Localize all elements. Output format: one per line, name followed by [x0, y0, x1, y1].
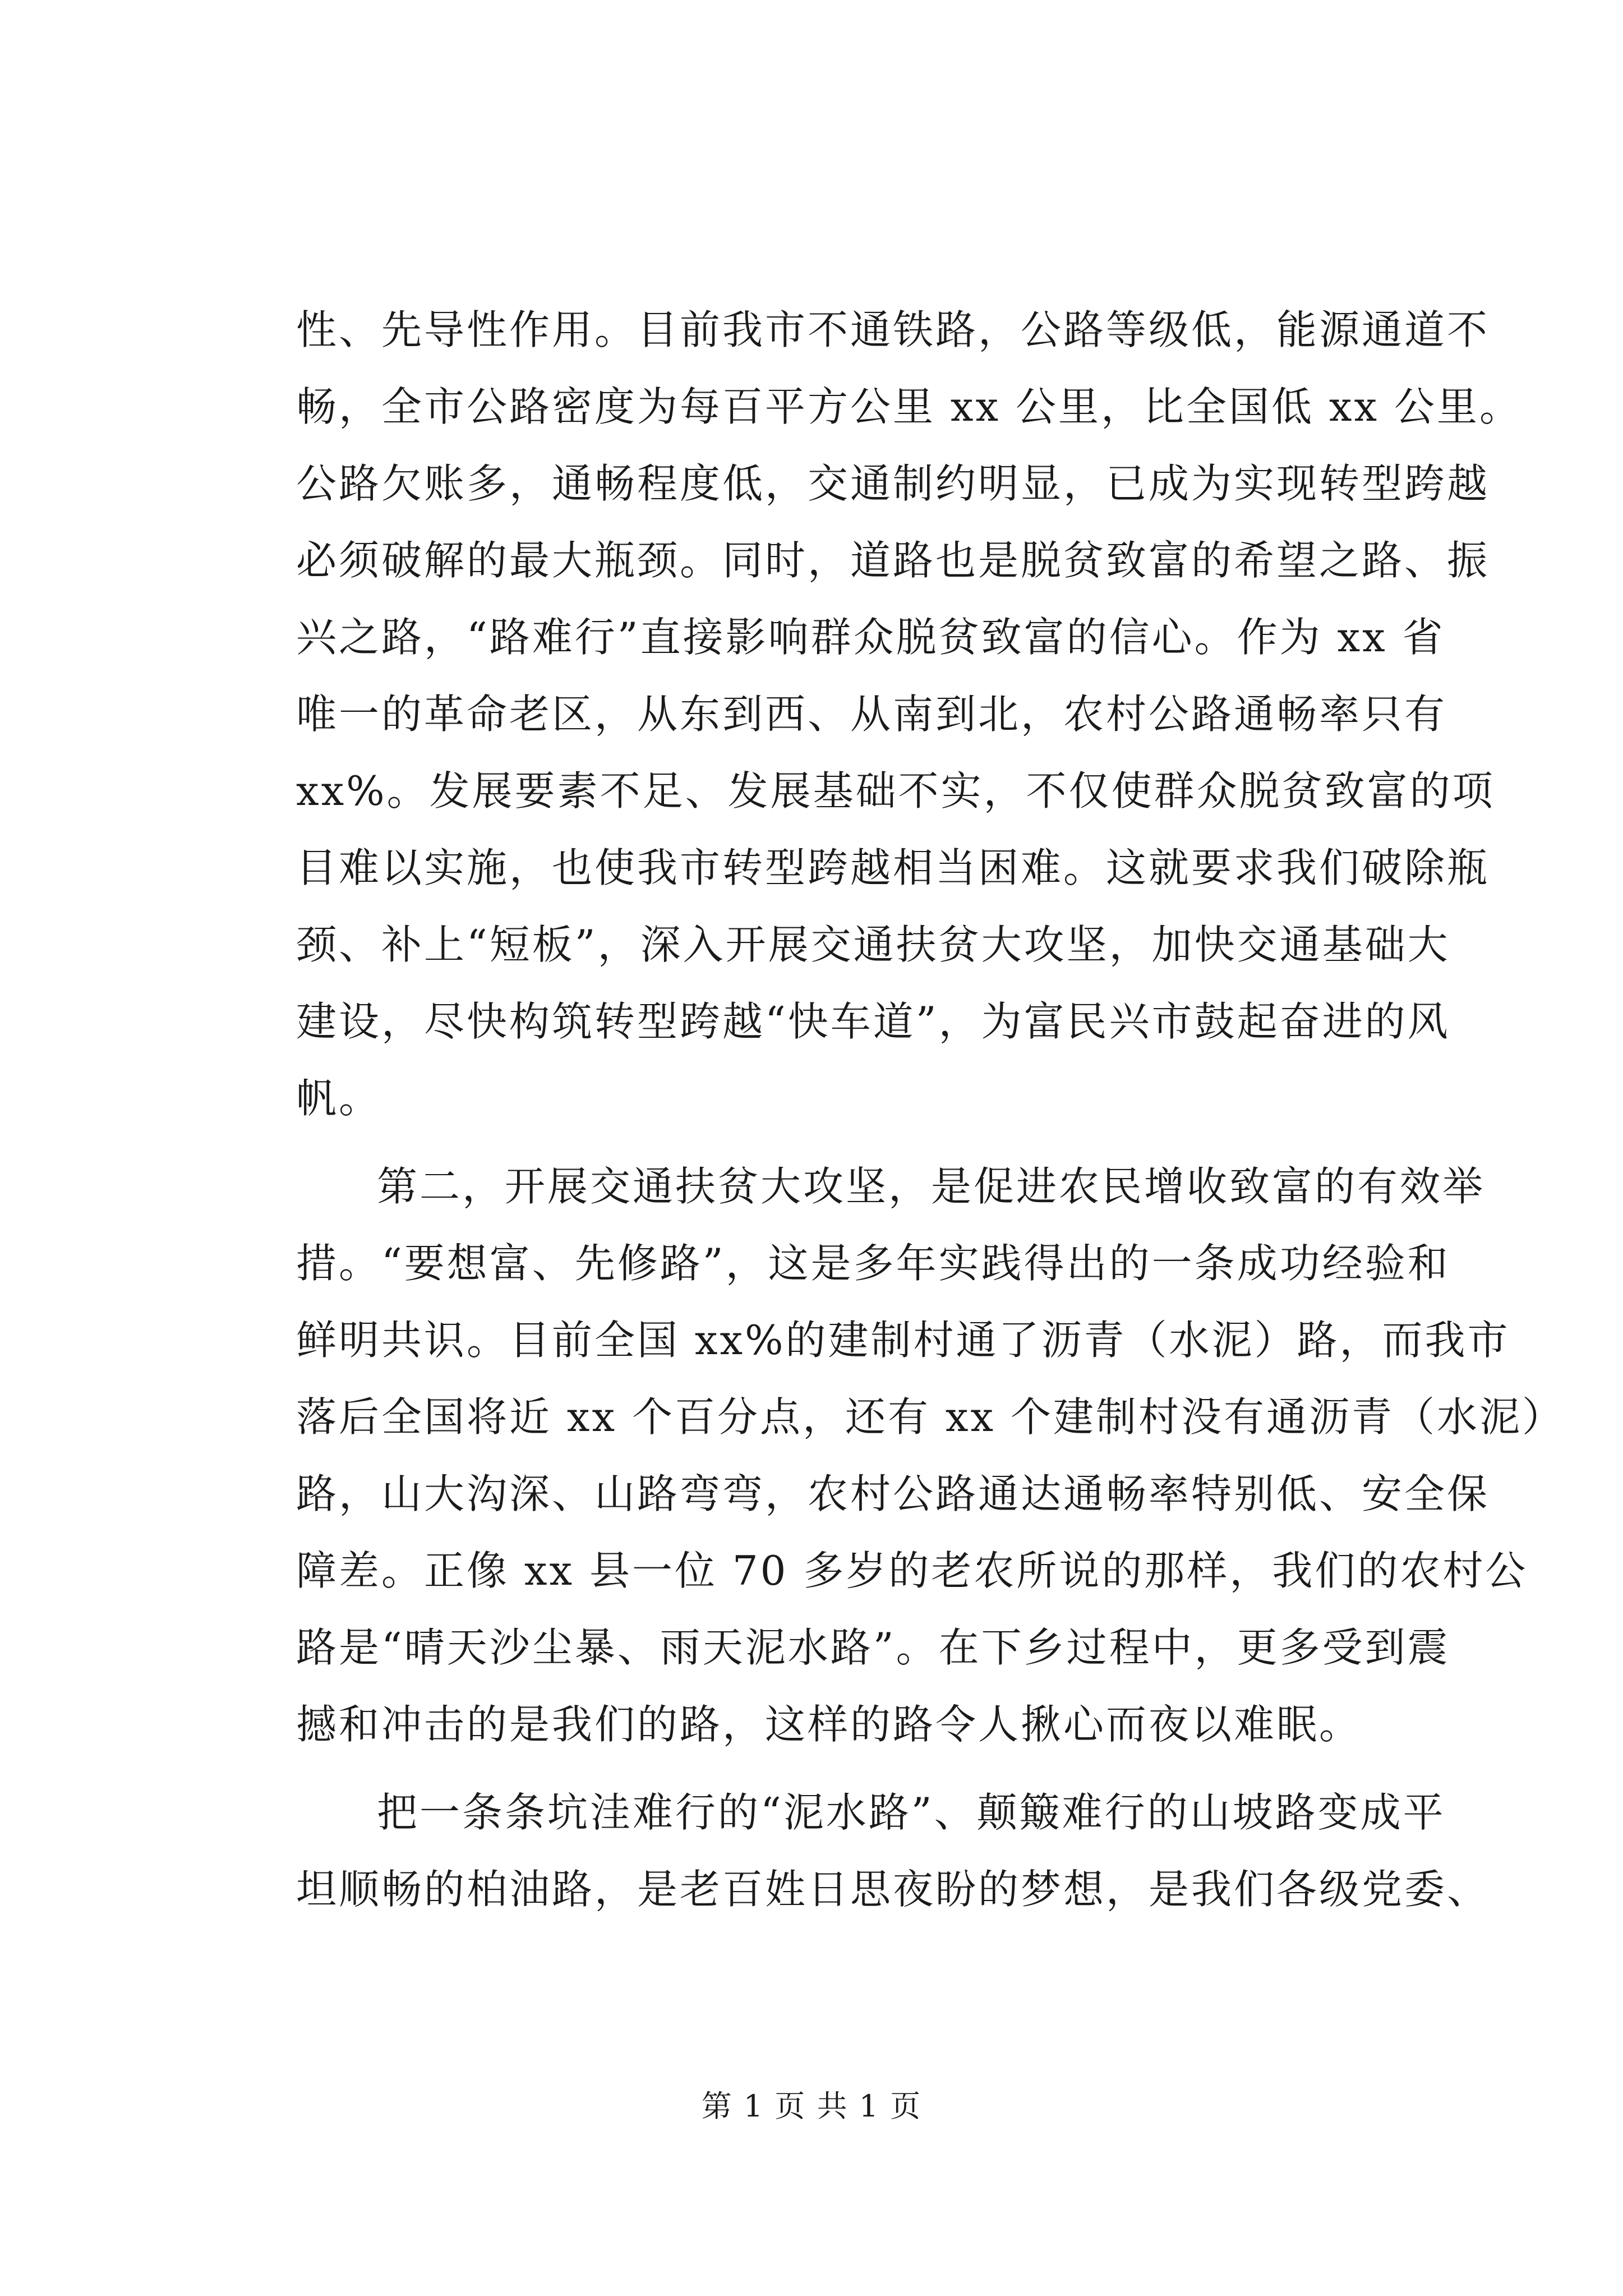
- text-line: 撼和冲击的是我们的路，这样的路令人揪心而夜以难眠。: [296, 1701, 1362, 1748]
- text-line: 路是“晴天沙尘暴、雨天泥水路”。在下乡过程中，更多受到震: [296, 1624, 1450, 1671]
- text-line: 性、先导性作用。目前我市不通铁路，公路等级低，能源通道不: [296, 306, 1490, 353]
- text-line: 把一条条坑洼难行的“泥水路”、颠簸难行的山坡路变成平: [377, 1789, 1446, 1836]
- text-line: 颈、补上“短板”，深入开展交通扶贫大攻坚，加快交通基础大: [296, 921, 1450, 968]
- text-line: 畅，全市公路密度为每百平方公里 xx 公里，比全国低 xx 公里。: [296, 383, 1522, 430]
- text-line: 建设，尽快构筑转型跨越“快车道”，为富民兴市鼓起奋进的风: [296, 998, 1450, 1045]
- text-line: 落后全国将近 xx 个百分点，还有 xx 个建制村没有通沥青（水泥）: [296, 1393, 1565, 1441]
- text-line: 措。“要想富、先修路”，这是多年实践得出的一条成功经验和: [296, 1240, 1450, 1287]
- text-line: 必须破解的最大瓶颈。同时，道路也是脱贫致富的希望之路、振: [296, 537, 1490, 584]
- paragraph-spacing: [296, 1763, 1412, 1774]
- paragraph: [296, 1148, 1565, 1763]
- text-line: 帆。: [296, 1075, 382, 1122]
- text-line: xx%。发展要素不足、发展基础不实，不仅使群众脱贫致富的项: [296, 767, 1495, 815]
- text-line: 鲜明共识。目前全国 xx%的建制村通了沥青（水泥）路，而我市: [296, 1317, 1510, 1364]
- text-line: 目难以实施，也使我市转型跨越相当困难。这就要求我们破除瓶: [296, 844, 1490, 891]
- text-line: 路，山大沟深、山路弯弯，农村公路通达通畅率特别低、安全保: [296, 1470, 1490, 1517]
- text-line: 兴之路，“路难行”直接影响群众脱贫致富的信心。作为 xx 省: [296, 614, 1445, 661]
- text-line: 障差。正像 xx 县一位 70 多岁的老农所说的那样，我们的农村公: [296, 1547, 1528, 1594]
- text-line: 第二，开展交通扶贫大攻坚，是促进农民增收致富的有效举: [377, 1163, 1486, 1210]
- text-line: 唯一的革命老区，从东到西、从南到北，农村公路通畅率只有: [296, 691, 1447, 738]
- text-line: 坦顺畅的柏油路，是老百姓日思夜盼的梦想，是我们各级党委、: [296, 1866, 1490, 1913]
- paragraph-spacing: [296, 1137, 1412, 1148]
- document-body: [296, 292, 1565, 1928]
- page-footer: 第 1 页 共 1 页: [701, 2088, 922, 2124]
- text-line: 公路欠账多，通畅程度低，交通制约明显，已成为实现转型跨越: [296, 460, 1490, 507]
- paragraph: [296, 292, 1522, 1137]
- paragraph: [296, 1774, 1490, 1928]
